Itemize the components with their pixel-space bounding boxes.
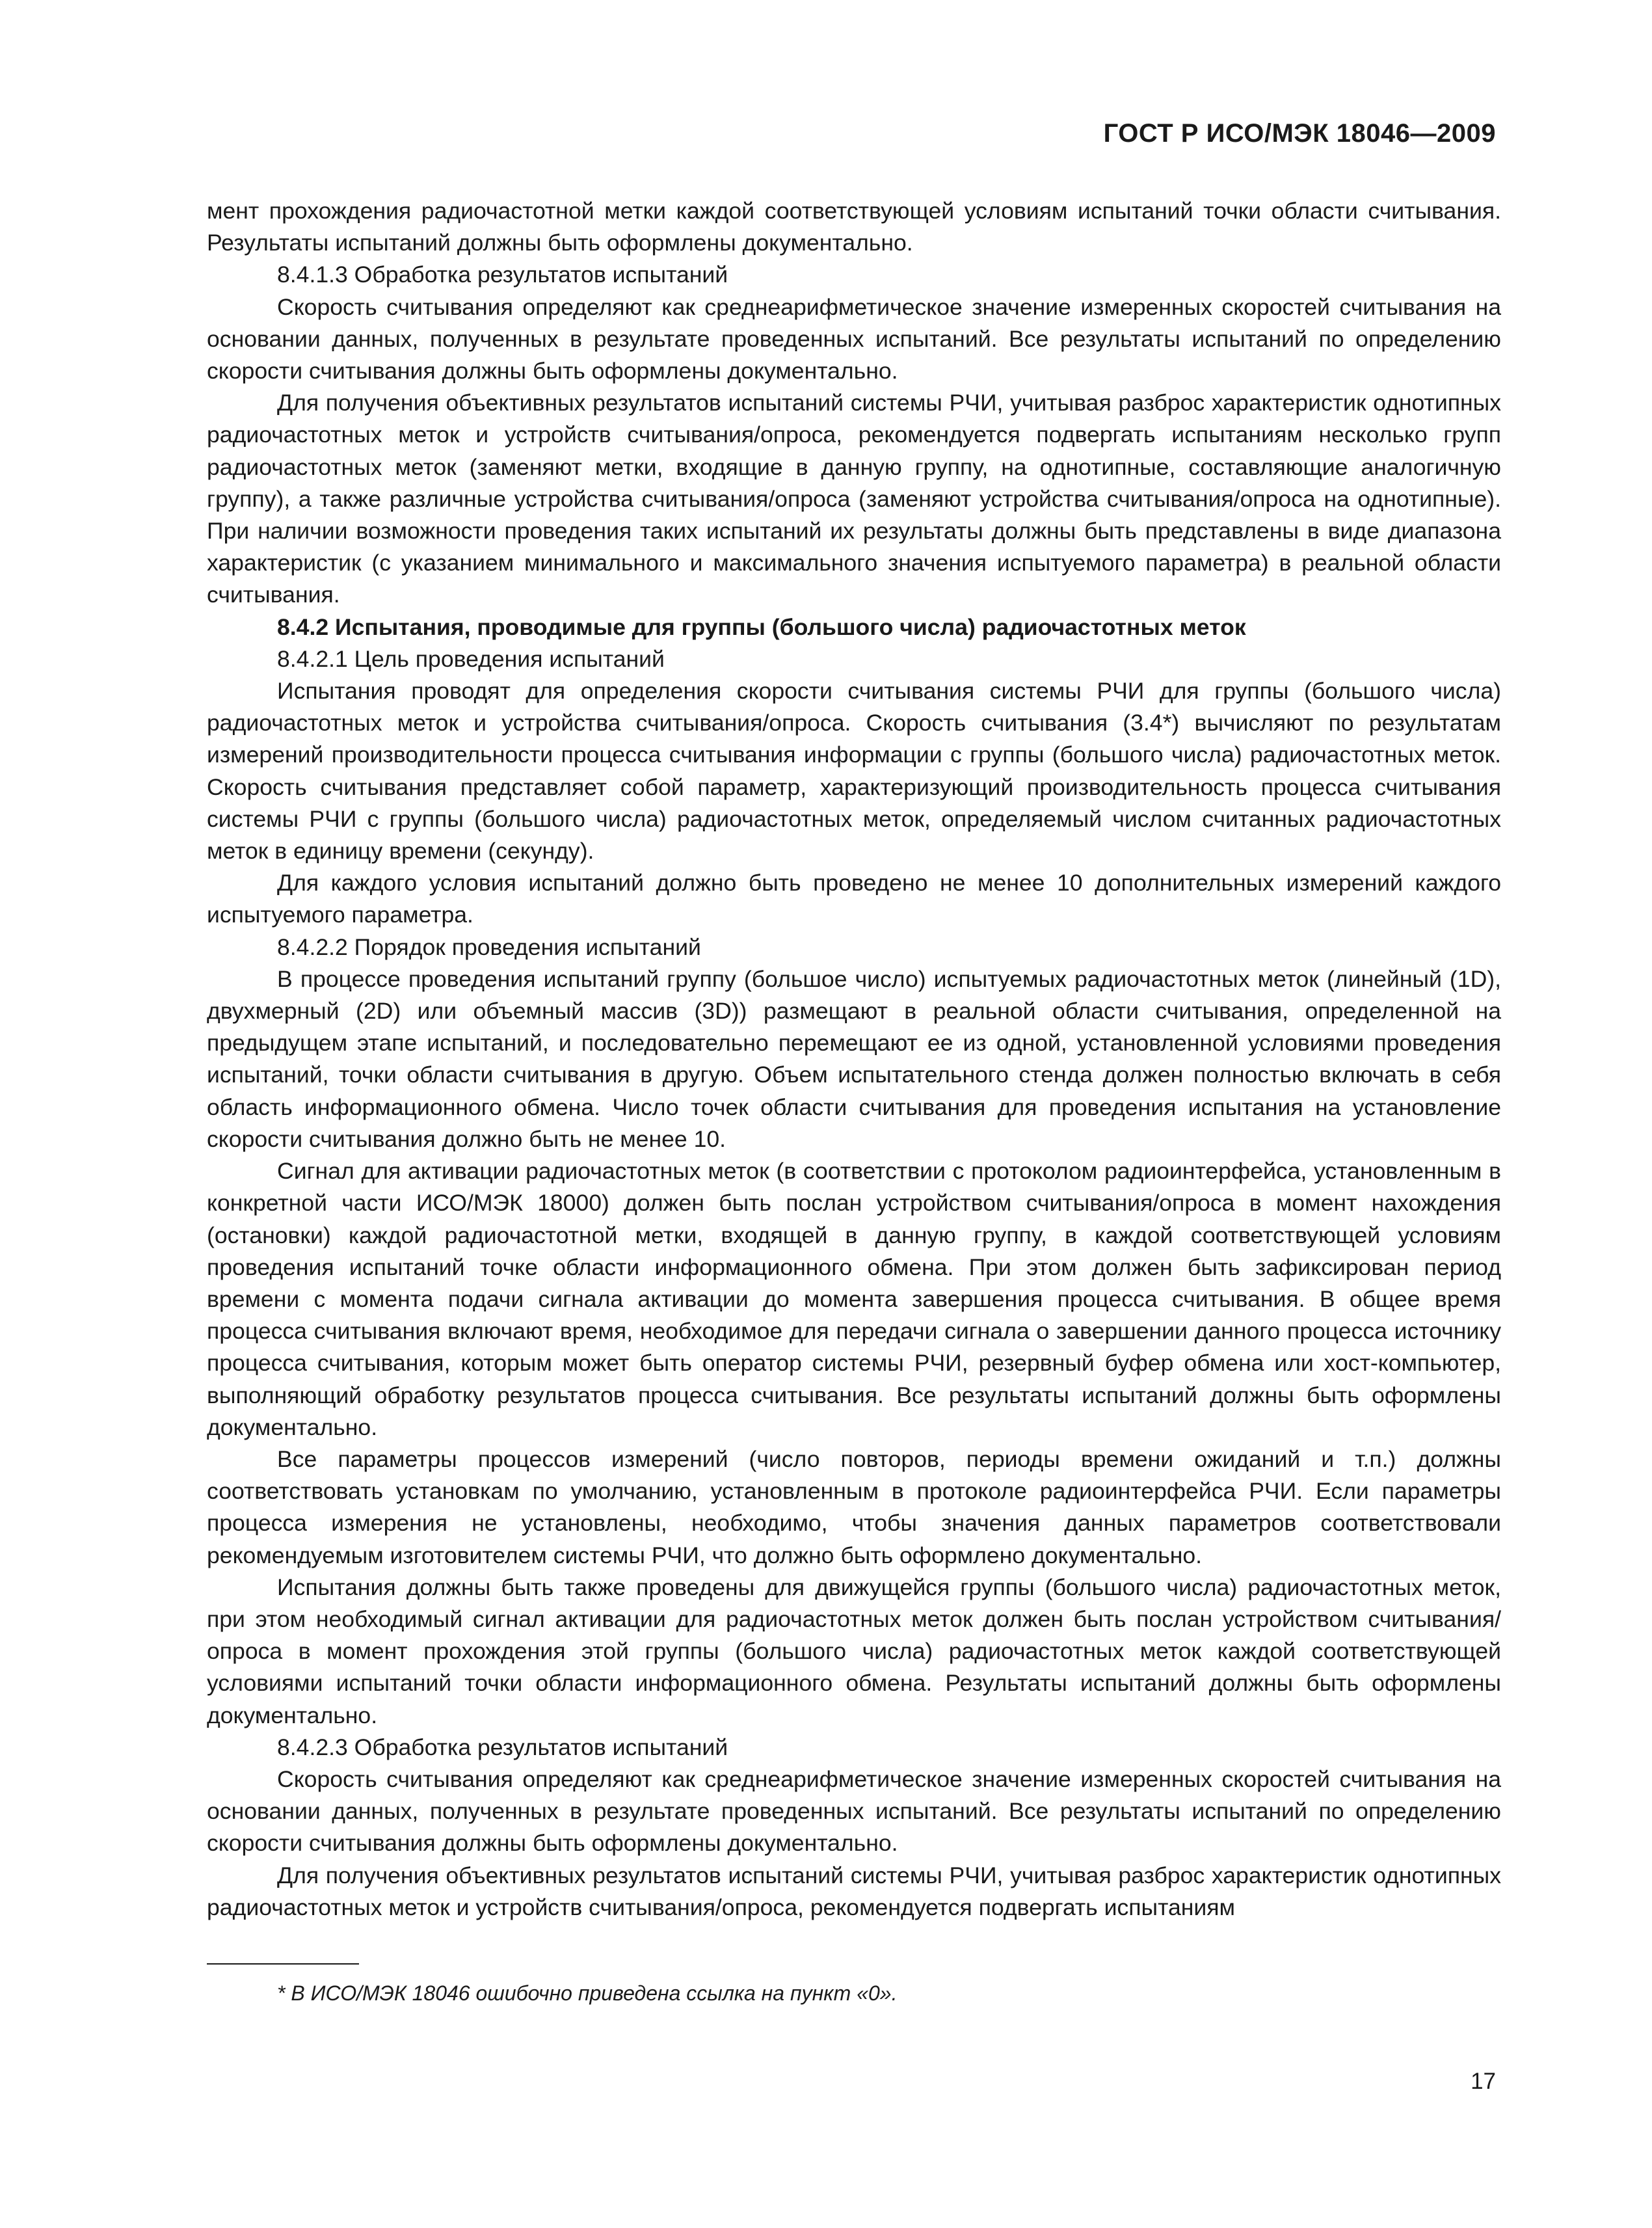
footnote-divider	[207, 1963, 359, 1965]
section-heading-8-4-2-3: 8.4.2.3 Обработка результатов испытаний	[277, 1734, 728, 1760]
paragraph: Сигнал для активации радиочастотных меток (в соответствии с протоколом радиоинтерфейса, установленным в конкретной части ИСО/МЭК 18000) должен быть послан устройством считывания/опроса в момент нахождения (остановки) каждой радиочастотной метки, входящей в данную группу, в каждой соответствующей условиям проведения испытаний точке области информационного обмена. При этом должен быть зафиксирован период времени с момента подачи сигнала активации до момента завершения процесса считывания. В общее время процесса считывания включают время, необходимое для передачи сигнала о завершении данного процесса источнику процесса считывания, которым может быть оператор системы РЧИ, резервный буфер обмена или хост-компьютер, выполняющий обработку результатов процесса считывания. Все результаты испытаний должны быть оформлены документально.	[207, 1158, 1501, 1440]
document-body	[207, 195, 1501, 1924]
paragraph: Для получения объективных результатов испытаний системы РЧИ, учитывая разброс характеристик однотипных радиочастотных меток и устройств считывания/опроса, рекомендуется подвергать испытаниям несколько групп радиочастотных меток (заменяют метки, входящие в данную группу, на однотипные, составляющие аналогичную группу), а также различные устройства считывания/опроса (заменяют устройства считывания/опроса на однотипные). При наличии возможности проведения таких испытаний их результаты должны быть представлены в виде диапазона характеристик (с указанием минимального и максимального значения испытуемого параметра) в реальной области считывания.	[207, 390, 1501, 608]
paragraph: Испытания проводят для определения скорости считывания системы РЧИ для группы (большого числа) радиочастотных меток и устройства считывания/опроса. Скорость считывания (3.4*) вычисляют по результатам измерений производительности процесса считывания информации с группы (большого числа) радиочастотных меток. Скорость считывания представляет собой параметр, характеризующий производительность процесса считывания системы РЧИ с группы (большого числа) радиочастотных меток, определяемый числом считанных радиочастотных меток в единицу времени (секунду).	[207, 678, 1501, 865]
paragraph: Скорость считывания определяют как среднеарифметическое значение измеренных скоростей считывания на основании данных, полученных в результате проведенных испытаний. Все результаты испытаний по определению скорости считывания должны быть оформлены документально.	[207, 1765, 1501, 1857]
section-heading-8-4-2-1: 8.4.2.1 Цель проведения испытаний	[277, 645, 665, 672]
paragraph-continuation: мент прохождения радиочастотной метки каждой соответствующей условиям испытаний точки области считывания. Результаты испытаний должны быть оформлены документально.	[207, 198, 1501, 256]
paragraph: Для получения объективных результатов испытаний системы РЧИ, учитывая разброс характеристик однотипных радиочастотных меток и устройств считывания/опроса, рекомендуется подвергать испытаниям	[207, 1862, 1501, 1920]
section-heading-8-4-1-3: 8.4.1.3 Обработка результатов испытаний	[277, 262, 728, 288]
paragraph: Скорость считывания определяют как среднеарифметическое значение измеренных скоростей считывания на основании данных, полученных в результате проведенных испытаний. Все результаты испытаний по определению скорости считывания должны быть оформлены документально.	[207, 293, 1501, 384]
standard-header: ГОСТ Р ИСО/МЭК 18046—2009	[1103, 119, 1496, 148]
paragraph: В процессе проведения испытаний группу (большое число) испытуемых радиочастотных меток (линейный (1D), двухмерный (2D) или объемный массив (3D)) размещают в реальной области считывания, определенной на предыдущем этапе испытаний, и последовательно перемещают ее из одной, установленной условиями проведения испытаний, точки области считывания в другую. Объем испытательного стенда должен полностью включать в себя область информационного обмена. Число точек области считывания для проведения испытания на установление скорости считывания должно быть не менее 10.	[207, 965, 1501, 1152]
footnote: * В ИСО/МЭК 18046 ошибочно приведена ссылка на пункт «0».	[277, 1981, 898, 2005]
section-heading-8-4-2-2: 8.4.2.2 Порядок проведения испытаний	[277, 933, 701, 960]
section-heading-8-4-2: 8.4.2 Испытания, проводимые для группы (большого числа) радиочастотных меток	[277, 613, 1246, 640]
paragraph: Для каждого условия испытаний должно быть проведено не менее 10 дополнительных измерений каждого испытуемого параметра.	[207, 870, 1501, 928]
paragraph: Испытания должны быть также проведены для движущейся группы (большого числа) радиочастотных меток, при этом необходимый сигнал активации для радиочастотных меток должен быть послан устройством считывания/опроса в момент прохождения этой группы (большого числа) радиочастотных меток каждой соответствующей условиями испытаний точки области информационного обмена. Результаты испытаний должны быть оформлены документально.	[207, 1574, 1501, 1728]
paragraph: Все параметры процессов измерений (число повторов, периоды времени ожиданий и т.п.) должны соответствовать установкам по умолчанию, установленным в протоколе радиоинтерфейса РЧИ. Если параметры процесса измерения не установлены, необходимо, чтобы значения данных параметров соответствовали рекомендуемым изготовителем системы РЧИ, что должно быть оформлено документально.	[207, 1445, 1501, 1568]
page-number: 17	[1471, 2069, 1496, 2094]
